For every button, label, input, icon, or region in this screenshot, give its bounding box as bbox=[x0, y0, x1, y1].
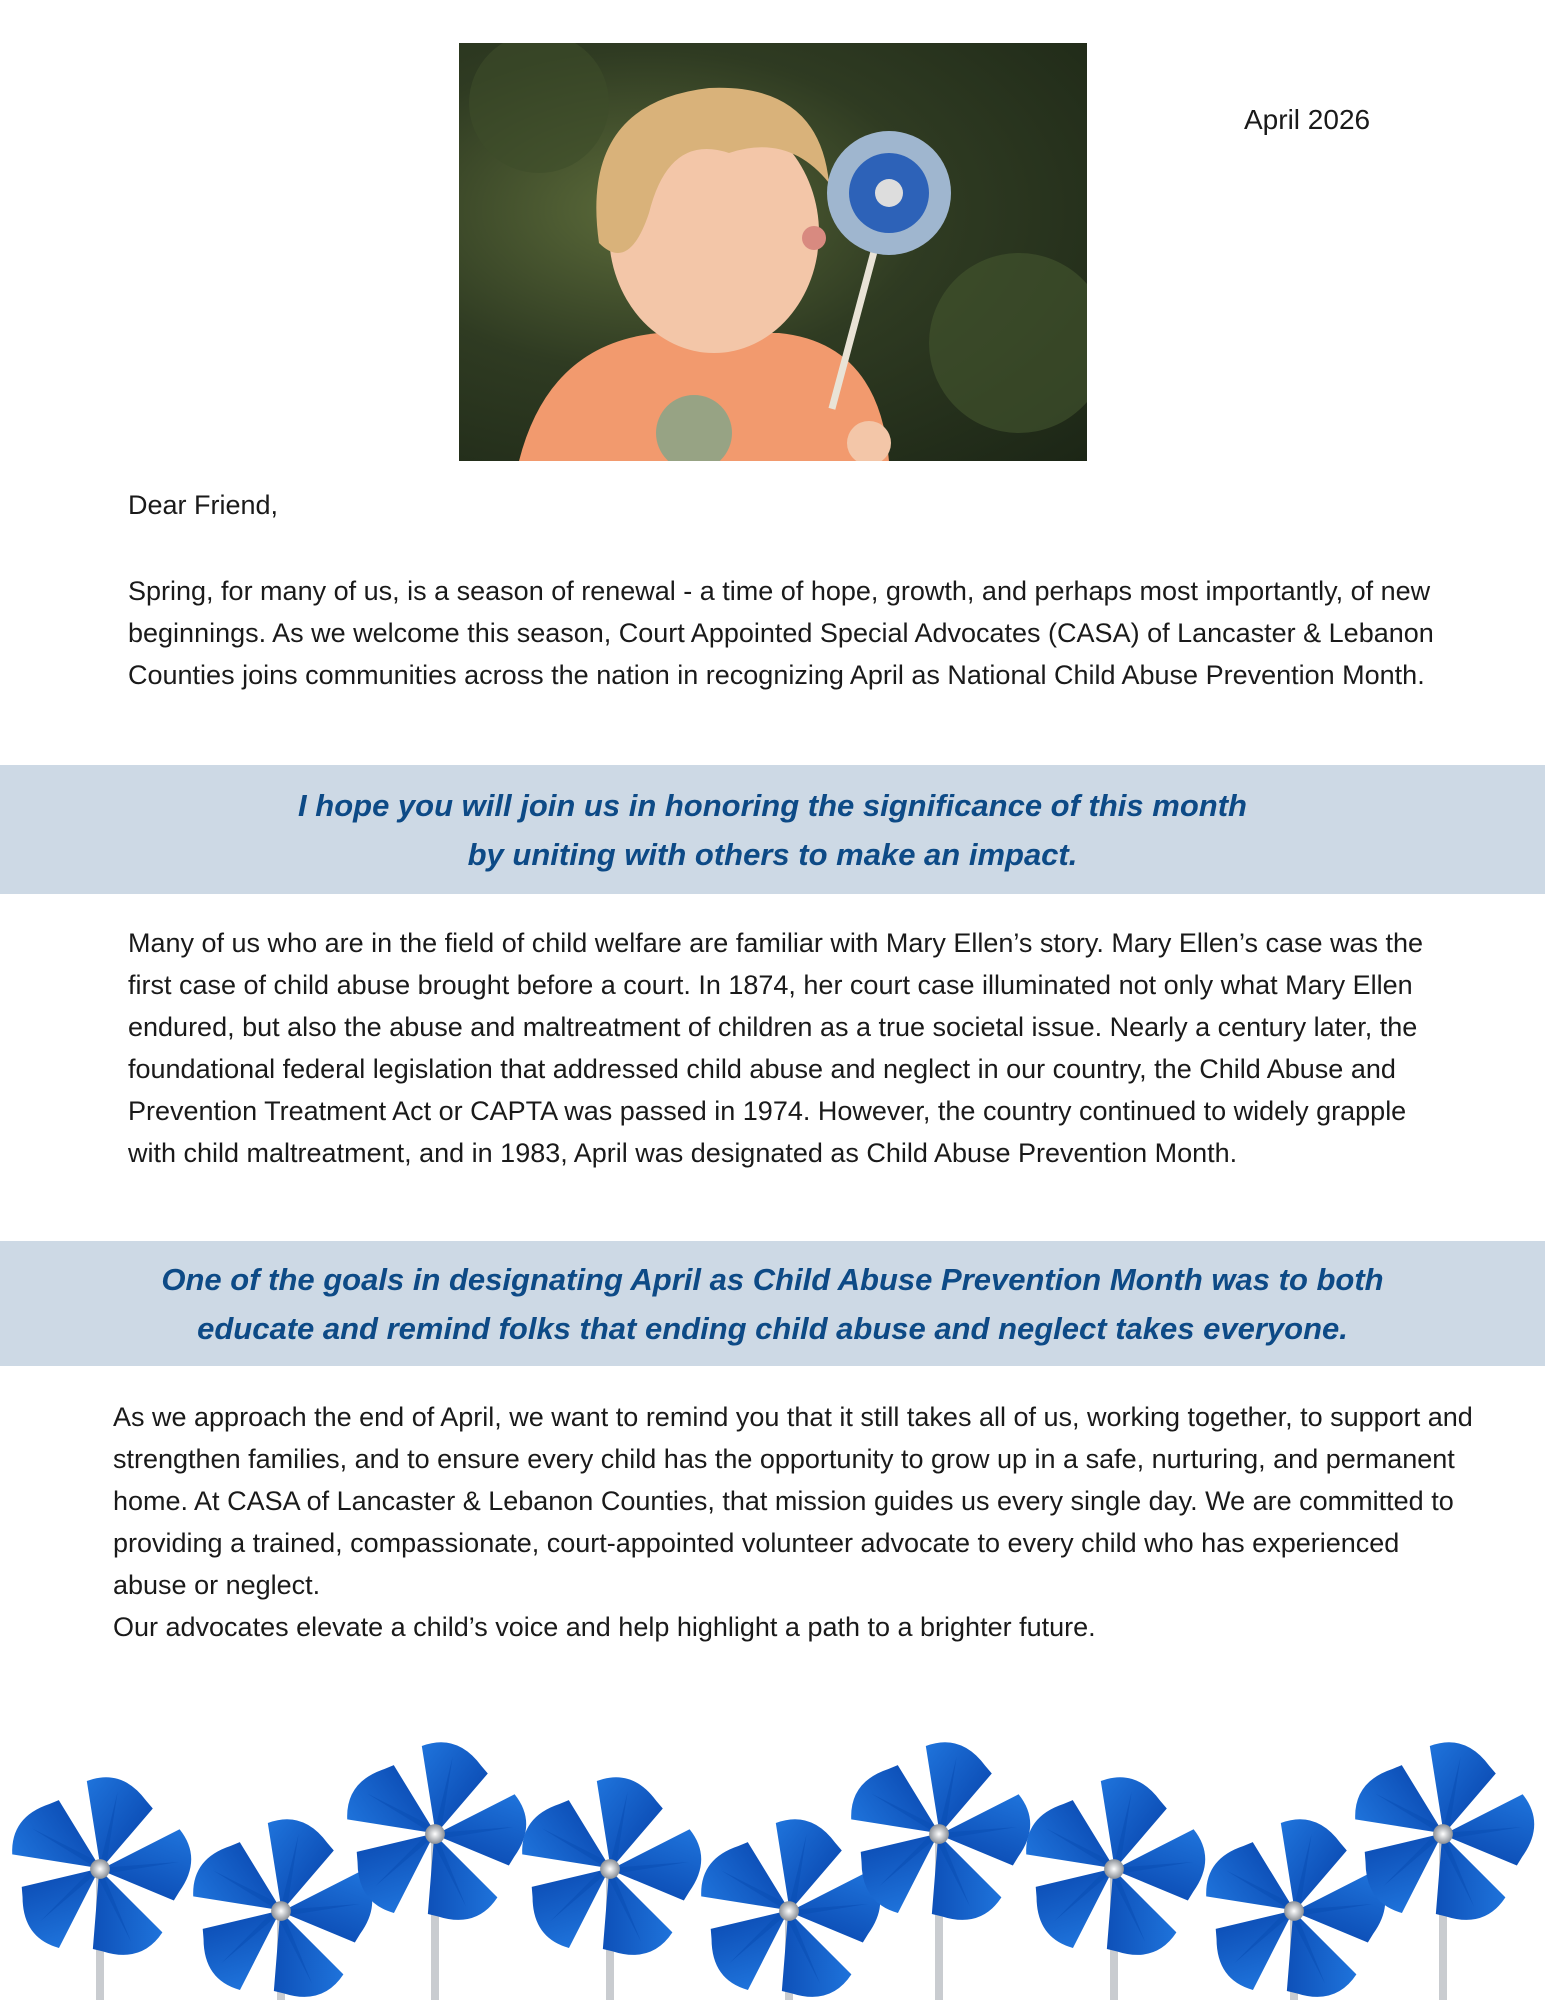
callout-line: One of the goals in designating April as Child Abuse Prevention Month was to both bbox=[161, 1261, 1384, 1297]
pinwheel-icon bbox=[3, 1777, 203, 1974]
paragraph-mission-closing: Our advocates elevate a child’s voice and help highlight a path to a brighter future. bbox=[113, 1612, 1096, 1642]
pinwheel-icon bbox=[513, 1777, 713, 1974]
paragraph-intro: Spring, for many of us, is a season of renewal - a time of hope, growth, and perhaps most importantly, of new beginnings. As we welcome this season, Court Appointed Special Advocates (CASA) of Lancaster & Lebanon Counties joins communities across the nation in recognizing April as National Child Abuse Prevention Month. bbox=[128, 576, 1434, 690]
pinwheel-icon bbox=[1197, 1819, 1397, 2000]
callout-line: I hope you will join us in honoring the significance of this month bbox=[298, 787, 1247, 823]
paragraph-mission bbox=[113, 1396, 1473, 1648]
pinwheel-icon bbox=[184, 1819, 384, 2000]
paragraph-mission-body: As we approach the end of April, we want to remind you that it still takes all of us, working together, to support and strengthen families, and to ensure every child has the opportunity to grow up in a safe, nurturing, and permanent home. At CASA of Lancaster & Lebanon Counties, that mission guides us every single day. We are committed to providing a trained, compassionate, court-appointed volunteer advocate to every child who has experienced abuse or neglect. bbox=[113, 1402, 1473, 1600]
pinwheel-border bbox=[0, 1700, 1545, 2000]
callout-line: educate and remind folks that ending child abuse and neglect takes everyone. bbox=[197, 1310, 1348, 1346]
callout-banner-2 bbox=[0, 1241, 1545, 1366]
callout-line: by uniting with others to make an impact. bbox=[467, 836, 1078, 872]
greeting: Dear Friend, bbox=[128, 490, 279, 520]
pinwheel-icon bbox=[1017, 1777, 1217, 1974]
paragraph-history: Many of us who are in the field of child welfare are familiar with Mary Ellen’s story. Mary Ellen’s case was the first case of child abuse brought before a court. In 1874, her court case illuminated not only what Mary Ellen endured, but also the abuse and maltreatment of children as a true societal issue. Nearly a century later, the foundational federal legislation that addressed child abuse and neglect in our country, the Child Abuse and Prevention Treatment Act or CAPTA was passed in 1974. However, the country continued to widely grapple with child maltreatment, and in 1983, April was designated as Child Abuse Prevention Month. bbox=[128, 928, 1424, 1168]
header-photo-child-blowing-pinwheel bbox=[459, 43, 1087, 461]
letter-date: April 2026 bbox=[1244, 104, 1371, 135]
pinwheel-icon bbox=[692, 1819, 892, 2000]
callout-banner-1 bbox=[0, 765, 1545, 894]
